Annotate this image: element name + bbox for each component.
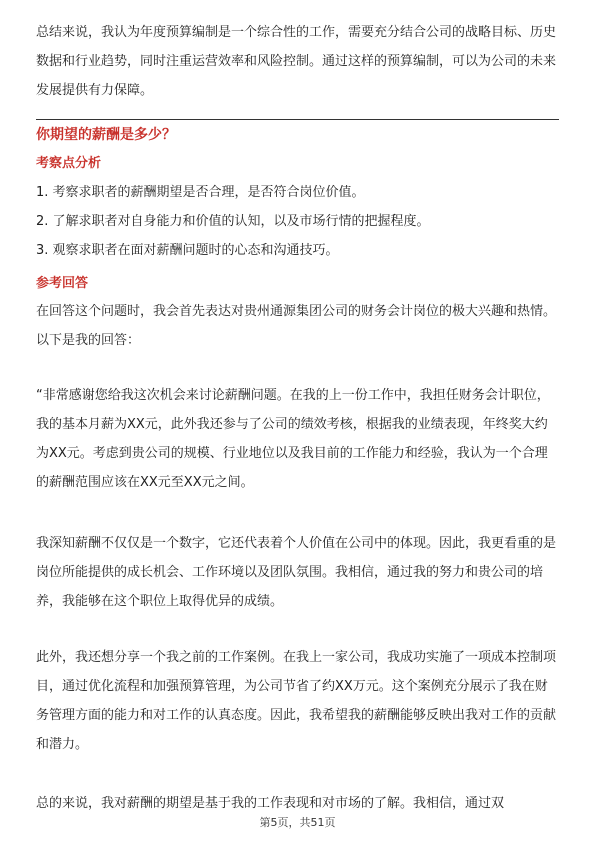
section-divider (36, 119, 559, 120)
answer-paragraph: 在回答这个问题时，我会首先表达对贵州通源集团公司的财务会计岗位的极大兴趣和热情。以下是我的回答： (36, 304, 557, 348)
reference-heading: 参考回答 (36, 276, 89, 291)
analysis-point: 2. 了解求职者对自身能力和价值的认知，以及市场行情的把握程度。 (36, 214, 430, 229)
intro-paragraph: 总结来说，我认为年度预算编制是一个综合性的工作，需要充分结合公司的战略目标、历史数据和行业趋势，同时注重运营效率和风险控制。通过这样的预算编制，可以为公司的未来发展提供有力保障。 (36, 25, 557, 98)
page-number: 第5页，共51页 (259, 816, 336, 829)
analysis-point: 3. 观察求职者在面对薪酬问题时的心态和沟通技巧。 (36, 243, 339, 258)
answer-paragraph: 我深知薪酬不仅仅是一个数字，它还代表着个人价值在公司中的体现。因此，我更看重的是岗位所能提供的成长机会、工作环境以及团队氛围。我相信，通过我的努力和贵公司的培养，我能够在这个职位上取得优异的成绩。 (36, 536, 557, 609)
analysis-heading: 考察点分析 (36, 156, 102, 171)
answer-paragraph: “非常感谢您给我这次机会来讨论薪酬问题。在我的上一份工作中，我担任财务会计职位，我的基本月薪为XX元，此外我还参与了公司的绩效考核，根据我的业绩表现，年终奖大约为XX元。考虑到贵公司的规模、行业地位以及我目前的工作能力和经验，我认为一个合理的薪酬范围应该在XX元至XX元之间。 (36, 388, 550, 490)
question-title: 你期望的薪酬是多少？ (36, 127, 176, 143)
answer-paragraph: 总的来说，我对薪酬的期望是基于我的工作表现和对市场的了解。我相信，通过双 (36, 796, 505, 811)
analysis-point: 1. 考察求职者的薪酬期望是否合理，是否符合岗位价值。 (36, 185, 365, 200)
answer-paragraph: 此外，我还想分享一个我之前的工作案例。在我上一家公司，我成功实施了一项成本控制项目，通过优化流程和加强预算管理，为公司节省了约XX万元。这个案例充分展示了我在财务管理方面的能力和对工作的认真态度。因此，我希望我的薪酬能够反映出我对工作的贡献和潜力。 (36, 650, 557, 752)
